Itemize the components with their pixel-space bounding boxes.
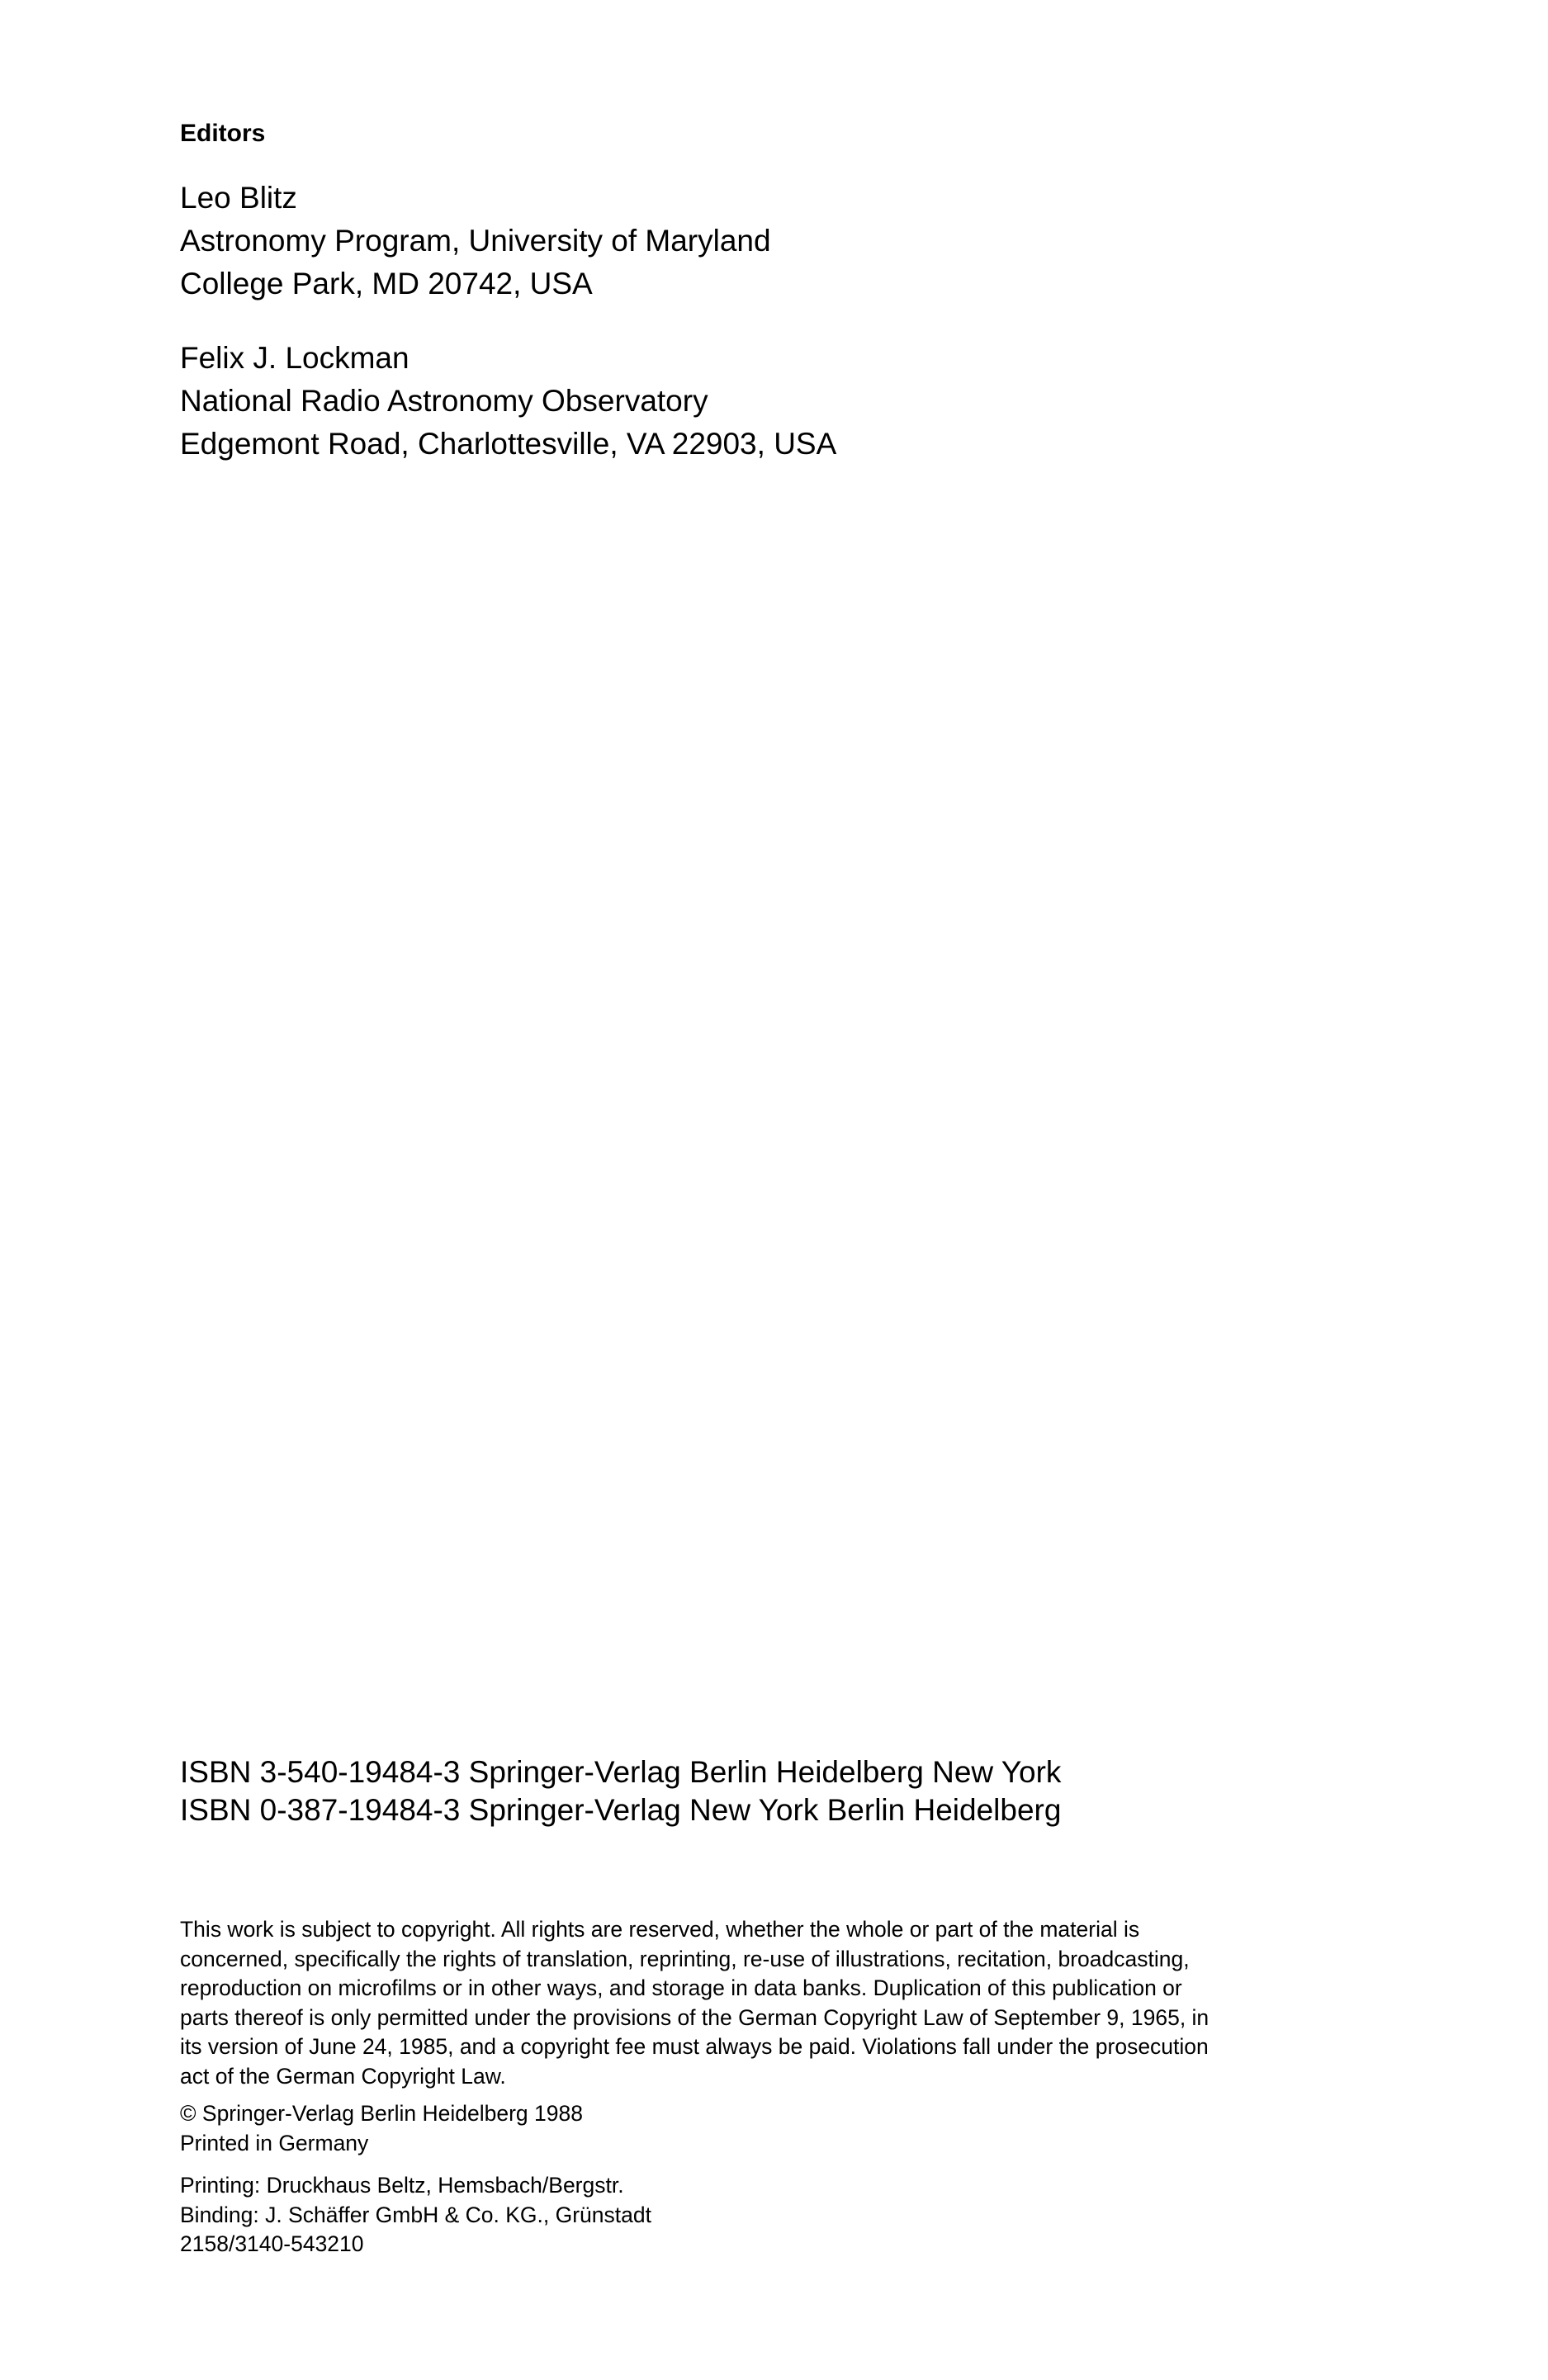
copyright-block (180, 1915, 1220, 2259)
editor-entry (180, 337, 836, 466)
copyright-notice: © Springer-Verlag Berlin Heidelberg 1988 (180, 2101, 583, 2126)
editor-address: College Park, MD 20742, USA (180, 267, 593, 300)
binding-line: Binding: J. Schäffer GmbH & Co. KG., Grünstadt (180, 2202, 651, 2227)
catalog-code: 2158/3140-543210 (180, 2231, 364, 2256)
editor-name: Leo Blitz (180, 181, 297, 215)
copyright-statement: This work is subject to copyright. All rights are reserved, whether the whole or part of the material is concerned, specifically the rights of translation, reprinting, re-use of illustrations, recitation, broadcasting, reproduction on microfilms or in other ways, and storage in data banks. Duplication of this publication or parts thereof is only permitted under the provisions of the German Copyright Law of September 9, 1965, in its version of June 24, 1985, and a copyright fee must always be paid. Violations fall under the prosecution act of the German Copyright Law. (180, 1917, 1210, 2089)
editor-entry (180, 177, 771, 305)
editor-address: Edgemont Road, Charlottesville, VA 22903, USA (180, 427, 837, 461)
copyright-notice-block (180, 2099, 1220, 2158)
isbn-block (180, 1753, 1061, 1829)
editor-name: Felix J. Lockman (180, 341, 409, 375)
editors-heading: Editors (180, 120, 266, 147)
printing-line: Printing: Druckhaus Beltz, Hemsbach/Bergstr. (180, 2173, 624, 2198)
isbn-line: ISBN 0-387-19484-3 Springer-Verlag New York Berlin Heidelberg (180, 1793, 1062, 1827)
editor-affiliation: Astronomy Program, University of Maryland (180, 224, 771, 258)
editor-affiliation: National Radio Astronomy Observatory (180, 384, 708, 418)
printing-info (180, 2171, 1220, 2259)
isbn-line: ISBN 3-540-19484-3 Springer-Verlag Berlin Heidelberg New York (180, 1755, 1062, 1789)
printed-in: Printed in Germany (180, 2130, 369, 2155)
